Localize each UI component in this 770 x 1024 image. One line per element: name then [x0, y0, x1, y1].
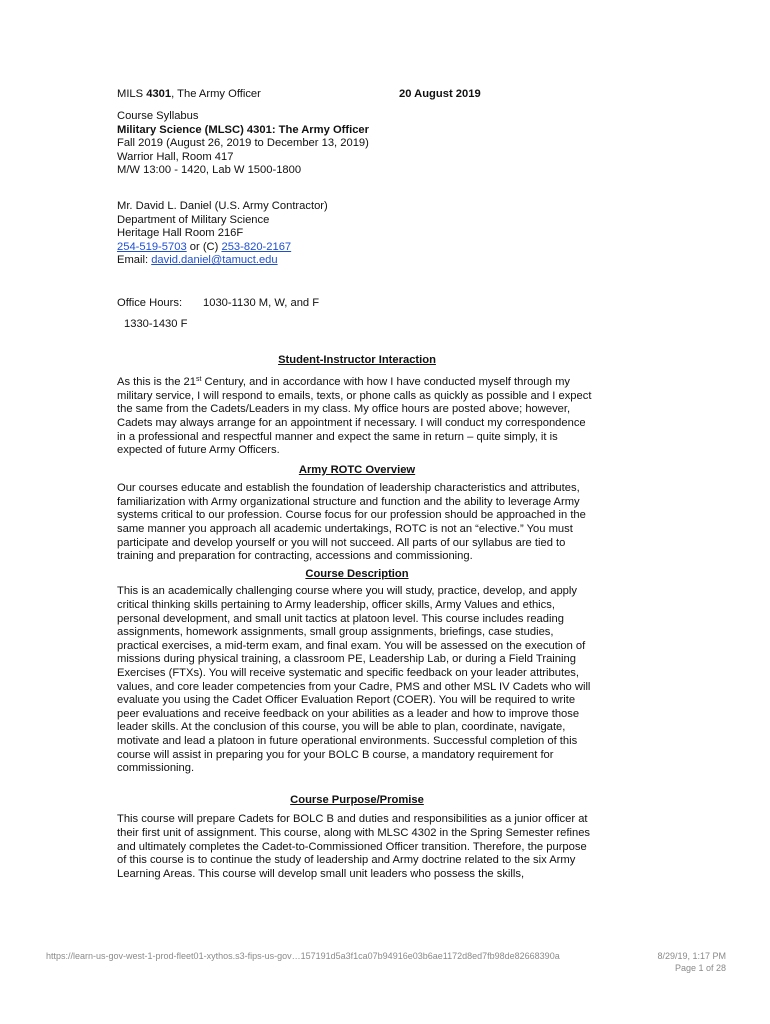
document-page	[117, 88, 597, 881]
instructor-email-row	[117, 254, 597, 268]
instructor-department: Department of Military Science	[117, 213, 270, 226]
interaction-text-start: As this is the 21	[117, 376, 196, 389]
instructor-info	[117, 200, 597, 268]
instructor-phones	[117, 241, 597, 255]
paragraph-purpose: This course will prepare Cadets for BOLC B and duties and responsibilities as a junior officer at their first unit of assignment. This course, along with MLSC 4302 in the Spring Semester refines and ultimately completes the Cadet-to-Commissioned Officer transition. Therefore, the purpose of this course is to continue the study of leadership and Army doctrine related to the six Army Learning Areas. This course will develop small unit leaders who possess the skills,	[117, 813, 591, 880]
phone-link-cell[interactable]: 253-820-2167	[221, 240, 292, 253]
phone-separator: or (C)	[186, 240, 222, 253]
course-number: 4301	[146, 88, 172, 100]
course-info-line: Fall 2019 (August 26, 2019 to December 13, 2019)	[117, 137, 369, 150]
course-info-line: M/W 13:00 - 1420, Lab W 1500-1800	[117, 164, 302, 177]
document-date: 20 August 2019	[399, 88, 481, 100]
email-label: Email:	[117, 254, 152, 267]
email-link[interactable]: david.daniel@tamuct.edu	[151, 254, 278, 267]
footer-page-number: Page 1 of 28	[674, 963, 726, 973]
course-info	[117, 110, 597, 178]
paragraph-interaction	[117, 376, 597, 458]
course-info-title: Military Science (MLSC) 4301: The Army Officer	[117, 123, 370, 136]
course-suffix: , The Army Officer	[171, 88, 261, 100]
document-title-row	[117, 88, 597, 102]
paragraph-description: This is an academically challenging course where you will study, practice, develop, and apply critical thinking skills pertaining to Army leadership, officer skills, Army Values and ethics, personal development, and small unit tactics at platoon level. This course includes reading assignments, homework assignments, small group assignments, briefings, case studies, practical exercises, a mid-term exam, and final exam. You will be assessed on the execution of missions during physical training, a classroom PE, Leadership Lab, or during a Field Training Exercises (FTXs). You will receive systematic and specific feedback on your leader attributes, values, and core leader competencies from your Cadre, PMS and other MSL IV Cadets who will evaluate you using the Cadet Officer Evaluation Report (COER). You will be required to write peer evaluations and receive feedback on your abilities as a leader and how to improve those leader skills. At the conclusion of this course, you will be able to plan, coordinate, navigate, motivate and lead a platoon in future operational environments. Successful completion of this course will assist in preparing you for your BOLC B course, a mandatory requirement for commissioning.	[117, 585, 591, 775]
course-prefix: MILS	[117, 88, 147, 100]
paragraph-overview: Our courses educate and establish the foundation of leadership characteristics and attributes, familiarization with Army organizational structure and function and the ability to leverage Army systems critical to our profession. Course focus for our profession should be approached in the same manner you approach all academic undertakings, ROTC is not an “elective.” You must participate and develop yourself or you will not succeed. All parts of our syllabus are tied to training and preparation for contracting, accessions and commissioning.	[117, 482, 586, 563]
course-info-line: Warrior Hall, Room 417	[117, 150, 234, 163]
heading-course-purpose: Course Purpose/Promise	[290, 793, 424, 806]
instructor-name: Mr. David L. Daniel (U.S. Army Contractor)	[117, 199, 328, 212]
footer-meta	[657, 950, 726, 974]
office-hours-row	[117, 297, 597, 311]
heading-army-rotc-overview: Army ROTC Overview	[298, 463, 416, 476]
office-hours-primary: 1030-1130 M, W, and F	[203, 296, 320, 309]
heading-course-description: Course Description	[305, 567, 409, 580]
interaction-superscript: st	[195, 376, 202, 384]
phone-link-office[interactable]: 254-519-5703	[117, 240, 187, 253]
footer-timestamp: 8/29/19, 1:17 PM	[657, 951, 726, 961]
footer-url: https://learn-us-gov-west-1-prod-fleet01-xythos.s3-fips-us-gov…157191d5a3f1ca07b94916e03b6ae1172d8ed7fb98de82668390a	[46, 951, 560, 961]
interaction-text-rest: Century, and in accordance with how I have conducted myself through my military service, I will respond to emails, texts, or phone calls as quickly as possible and I expect the same from the Cadets/Leaders in my class. My office hours are posted above; however, Cadets may always arrange for an appointment if necessary. I will conduct my correspondence in a professional and respectful manner and expect the same in return – quite simply, it is expected of future Army Officers.	[117, 376, 592, 457]
heading-student-instructor-interaction: Student-Instructor Interaction	[278, 353, 436, 366]
office-hours-secondary: 1330-1430 F	[124, 317, 188, 330]
document-title	[117, 88, 261, 102]
course-info-line: Course Syllabus	[117, 110, 199, 122]
instructor-office: Heritage Hall Room 216F	[117, 227, 244, 240]
office-hours-label: Office Hours:	[117, 296, 183, 309]
